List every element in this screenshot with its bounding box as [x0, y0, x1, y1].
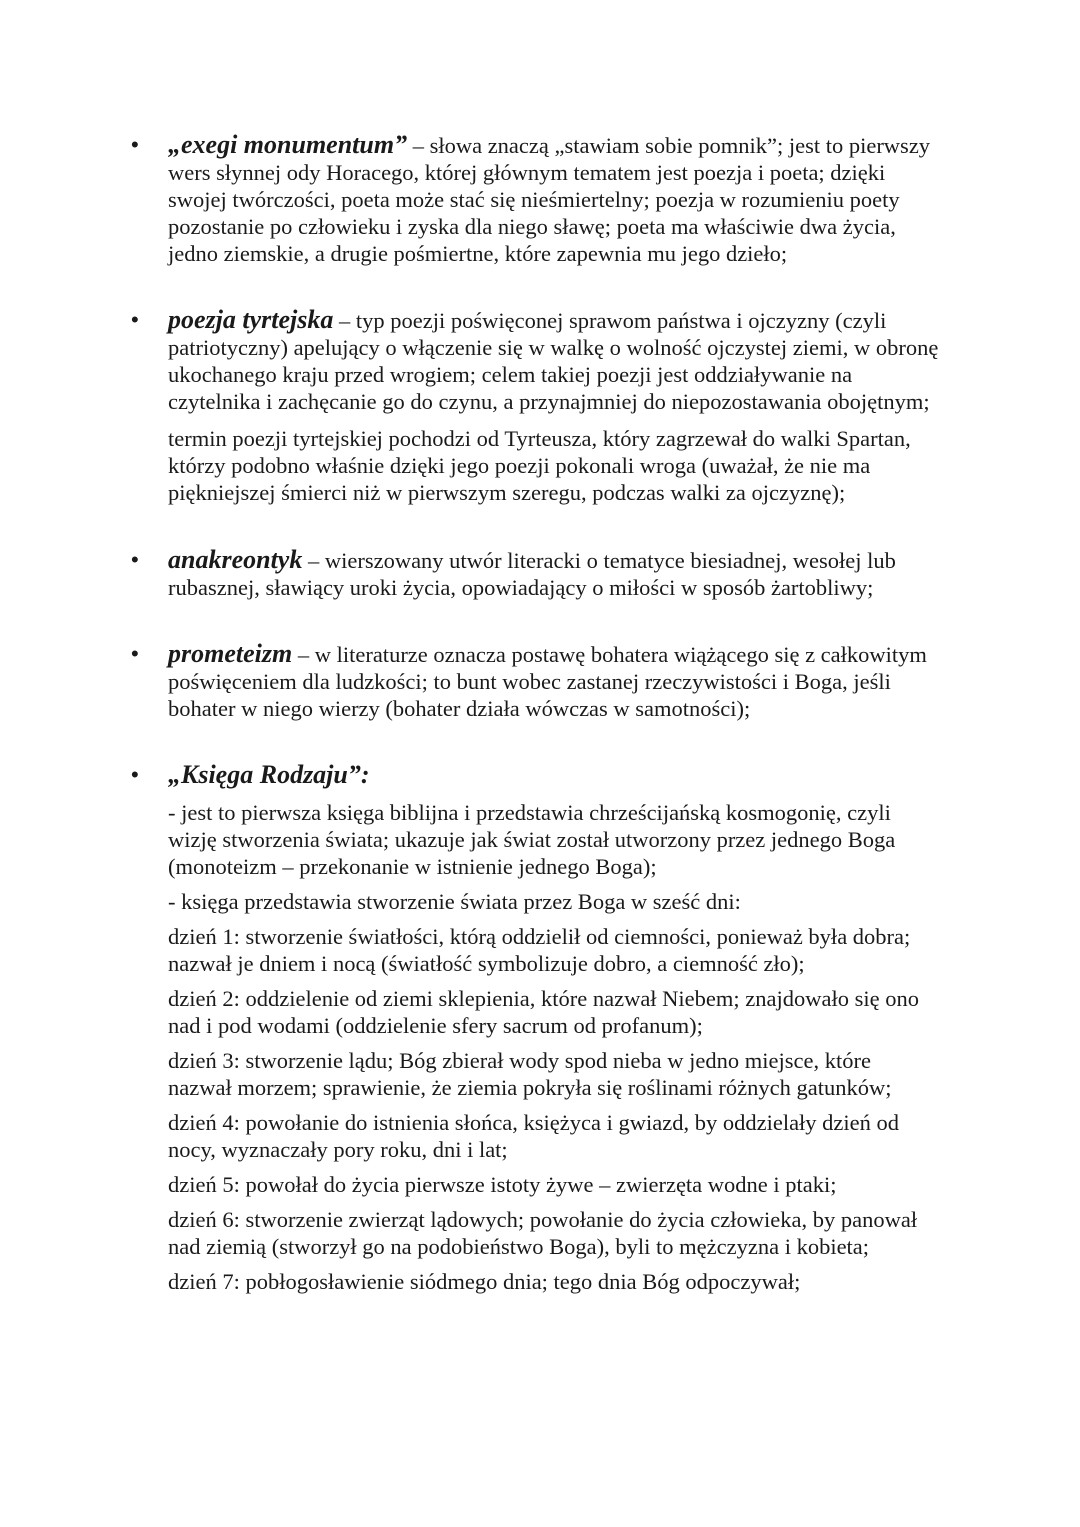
- bullet-icon: •: [131, 307, 139, 332]
- bullet-icon: •: [131, 547, 139, 572]
- genesis-day-paragraph: dzień 7: pobłogosławienie siódmego dnia; tego dnia Bóg odpoczywał;: [168, 1269, 801, 1294]
- genesis-day-paragraph: dzień 2: oddzielenie od ziemi sklepienia, które nazwał Niebem; znajdowało się ono nad i pod wodami (oddzielenie sfery sacrum od profanum);: [168, 986, 919, 1038]
- entry-text: – wierszowany utwór literacki o tematyce biesiadnej, wesołej lub rubasznej, sławiący uroki życia, opowiadający o miłości w sposób żartobliwy;: [168, 548, 896, 600]
- genesis-day-paragraph: dzień 3: stworzenie lądu; Bóg zbierał wody spod nieba w jedno miejsce, które nazwał morzem; sprawienie, że ziemia pokryła się roślinami różnych gatunków;: [168, 1048, 892, 1100]
- entry-text: – w literaturze oznacza postawę bohatera wiążącego się z całkowitym poświęceniem dla ludzkości; to bunt wobec zastanej rzeczywistości i Boga, jeśli bohater w niego wierzy (bohater działa wówczas w samotności);: [168, 642, 927, 721]
- entry-text: – typ poezji poświęconej sprawom państwa i ojczyzny (czyli patriotyczny) apelujący o włączenie się w walkę o wolność ojczystej ziemi, w obronę ukochanego kraju przed wrogiem; celem takiej poezji jest oddziaływanie na czytelnika i zachęcanie go do czynu, a przynajmniej do niepozostawania obojętnym;: [168, 308, 939, 414]
- bullet-icon: •: [131, 762, 139, 787]
- list-item: [131, 305, 988, 506]
- entry-paragraph: [168, 640, 988, 722]
- entry-text: – słowa znaczą „stawiam sobie pomnik”; jest to pierwszy wers słynnej ody Horacego, której głównym tematem jest poezja i poeta; dzięki swojej twórczości, poeta może stać się nieśmiertelny; poezja w rozumieniu poety pozostanie po człowieku i zyska dla niego sławę; poeta ma właściwie dwa życia, jedno ziemskie, a drugie pośmiertne, które zapewnia mu jego dzieło;: [168, 133, 931, 266]
- bullet-icon: •: [131, 132, 139, 157]
- entry-heading: [168, 761, 988, 789]
- entry-term: „Księga Rodzaju”:: [168, 760, 370, 789]
- entry-term: anakreontyk: [168, 545, 303, 574]
- genesis-paragraph: - jest to pierwsza księga biblijna i przedstawia chrześcijańską kosmogonię, czyli wizję stworzenia świata; ukazuje jak świat został utworzony przez jednego Boga (monoteizm – przekonanie w istnienie jednego Boga);: [168, 800, 896, 879]
- entry-paragraph: [168, 546, 988, 601]
- list-item: [131, 639, 988, 722]
- entry-term: „exegi monumentum”: [168, 130, 408, 159]
- list-item: [131, 545, 988, 601]
- genesis-day-paragraph: dzień 5: powołał do życia pierwsze istoty żywe – zwierzęta wodne i ptaki;: [168, 1172, 837, 1197]
- list-item: [131, 130, 988, 267]
- genesis-paragraph: - księga przedstawia stworzenie świata przez Boga w sześć dni:: [168, 889, 741, 914]
- list-item: [131, 760, 988, 1295]
- entry-extra-paragraph: termin poezji tyrtejskiej pochodzi od Tyrteusza, który zagrzewał do walki Spartan, którzy podobno właśnie dzięki jego poezji pokonali wroga (uważał, że nie ma piękniejszej śmierci niż w pierwszym szeregu, podczas walki za ojczyznę);: [168, 426, 911, 505]
- entry-paragraph: [168, 131, 988, 267]
- genesis-day-paragraph: dzień 4: powołanie do istnienia słońca, księżyca i gwiazd, by oddzielały dzień od nocy, wyznaczały pory roku, dni i lat;: [168, 1110, 900, 1162]
- entry-term: poezja tyrtejska: [168, 305, 334, 334]
- genesis-day-paragraph: dzień 1: stworzenie światłości, którą oddzielił od ciemności, ponieważ była dobra; nazwał je dniem i nocą (światłość symbolizuje dobro, a ciemność zło);: [168, 924, 911, 976]
- entry-term: prometeizm: [168, 639, 293, 668]
- bullet-icon: •: [131, 641, 139, 666]
- genesis-day-paragraph: dzień 6: stworzenie zwierząt lądowych; powołanie do życia człowieka, by panował nad ziemią (stworzył go na podobieństwo Boga), byli to mężczyzna i kobieta;: [168, 1207, 918, 1259]
- entry-paragraph: [168, 306, 988, 415]
